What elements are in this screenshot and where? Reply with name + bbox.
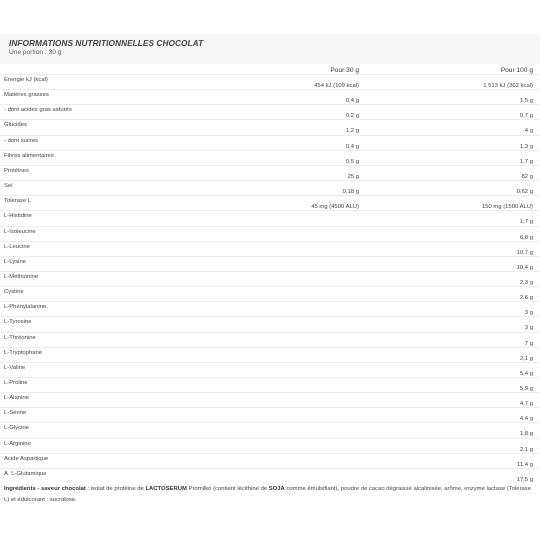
value-per-100g: 5,4 g <box>519 370 533 377</box>
value-per-100g: 2,1 g <box>519 355 533 362</box>
row-label: Glucides <box>4 122 27 129</box>
table-row <box>0 377 540 392</box>
value-per-100g: 4,4 g <box>519 416 533 423</box>
table-row <box>0 438 540 453</box>
table-row <box>0 301 540 316</box>
value-per-100g: 17,5 g <box>516 476 533 483</box>
table-row <box>0 180 540 195</box>
value-per-100g: 4,7 g <box>519 401 533 408</box>
row-label: L-Phénylalanine <box>4 304 47 311</box>
table-row <box>0 271 540 286</box>
table-row <box>0 422 540 437</box>
ingredients-paragraph <box>4 484 532 505</box>
value-per-100g: 5,9 g <box>519 386 533 392</box>
value-per-30g: 0,2 g <box>345 113 359 120</box>
row-label: Tolerase L <box>4 198 32 205</box>
row-label: L-Isoleucine <box>4 228 36 235</box>
table-row <box>0 332 540 347</box>
table-row <box>0 362 540 377</box>
value-per-100g: 2,6 g <box>519 295 533 302</box>
value-per-100g: 3 g <box>524 325 533 332</box>
row-label: L-Leucine <box>4 243 30 250</box>
table-row <box>0 195 540 210</box>
value-per-30g: 0,5 g <box>345 158 359 165</box>
row-label: Acide Aspartique <box>4 455 49 462</box>
table-row <box>0 210 540 225</box>
value-per-100g: 1,7 g <box>519 219 533 226</box>
row-label: L-Proline <box>4 380 28 386</box>
row-label: Energie kJ (kcal) <box>4 77 48 83</box>
row-label: Protéines <box>4 167 29 174</box>
row-label: L-Méthionine <box>4 273 39 280</box>
row-label: A. L-Glutamique <box>4 470 47 477</box>
table-row <box>0 89 540 104</box>
value-per-30g: 45 mg (4500 ALU) <box>311 204 359 211</box>
row-label: Matières grasses <box>4 92 49 99</box>
value-per-100g: 2,1 g <box>519 446 533 453</box>
value-per-100g: 0,62 g <box>516 189 533 196</box>
table-row <box>0 104 540 119</box>
value-per-30g: 1,2 g <box>345 128 359 135</box>
table-row <box>0 119 540 134</box>
value-per-100g: 3 g <box>524 310 533 317</box>
value-per-100g: 4 g <box>524 128 533 135</box>
table-row <box>0 135 540 150</box>
ingredients-allergen-lactoserum: LACTOSERUM <box>145 486 187 492</box>
value-per-100g: 1 513 kJ (362 kcal) <box>483 83 533 89</box>
value-per-100g: 1,7 g <box>519 158 533 165</box>
value-per-100g: 82 g <box>521 173 533 180</box>
row-label: L-Valine <box>4 364 26 371</box>
row-label: Fibres alimentaires <box>4 152 54 159</box>
table-row <box>0 165 540 180</box>
table-row <box>0 316 540 331</box>
row-label: L-Histidine <box>4 213 32 220</box>
value-per-30g: 0,18 g <box>342 189 359 196</box>
value-per-100g: 7 g <box>524 340 533 347</box>
row-label: L-Thréonine <box>4 334 36 341</box>
row-label: L-Tryptophane <box>4 349 43 356</box>
value-per-100g: 0,7 g <box>519 113 533 120</box>
value-per-100g: 10,7 g <box>516 249 533 256</box>
section-header <box>0 34 540 64</box>
table-row <box>0 286 540 301</box>
table-row <box>0 468 540 483</box>
row-label: L-Alanine <box>4 395 29 402</box>
row-label: - dont acides gras saturés <box>4 107 72 114</box>
value-per-100g: 6,8 g <box>519 234 533 241</box>
table-row <box>0 226 540 241</box>
value-per-30g: 454 kJ (109 kcal) <box>314 83 359 89</box>
row-label: - dont sucres <box>4 137 39 144</box>
row-label: Cystine <box>4 289 24 296</box>
row-label: L-Sérine <box>4 410 27 417</box>
table-row <box>0 241 540 256</box>
table-row <box>0 74 540 89</box>
value-per-100g: 1,3 g <box>519 143 533 150</box>
row-label: L-Tyrosine <box>4 319 32 326</box>
portion-subtitle: Une portion : 30 g <box>9 49 62 56</box>
value-per-100g: 2,3 g <box>519 279 533 286</box>
table-row <box>0 347 540 362</box>
value-per-30g: 25 g <box>347 173 359 180</box>
row-label: L-Arginine <box>4 440 31 447</box>
value-per-100g: 1,5 g <box>519 98 533 105</box>
row-label: Sel <box>4 183 13 190</box>
value-per-30g: 0,4 g <box>345 98 359 105</box>
row-label: L-Lysine <box>4 258 27 265</box>
table-row <box>0 453 540 468</box>
column-header-per-30g: Pour 30 g <box>330 67 359 74</box>
section-title: INFORMATIONS NUTRITIONNELLES CHOCOLAT <box>9 38 204 48</box>
ingredients-allergen-soja: SOJA <box>268 486 285 492</box>
value-per-30g: 0,4 g <box>345 143 359 150</box>
value-per-100g: 1,8 g <box>519 431 533 438</box>
ingredients-text-1: : isolat de protéine de <box>85 486 146 492</box>
row-label: L-Glycine <box>4 425 29 432</box>
value-per-100g: 150 mg (1500 ALU) <box>481 204 533 211</box>
value-per-100g: 10,4 g <box>516 264 533 271</box>
column-header-per-100g: Pour 100 g <box>500 67 533 74</box>
table-row <box>0 392 540 407</box>
value-per-100g: 11,4 g <box>517 461 533 468</box>
table-row <box>0 150 540 165</box>
ingredients-text-3: comme émulsifiant), poudre de cacao dégraissé alcalinisée, arôme, enzyme lactase (Tolerase L) et édulcorant : sucralose. <box>4 486 532 503</box>
ingredients-text-2: Promilko (contient lécithine de <box>186 486 269 492</box>
table-row <box>0 407 540 422</box>
ingredients-heading: Ingrédients - saveur chocolat <box>4 486 86 492</box>
table-row <box>0 256 540 271</box>
